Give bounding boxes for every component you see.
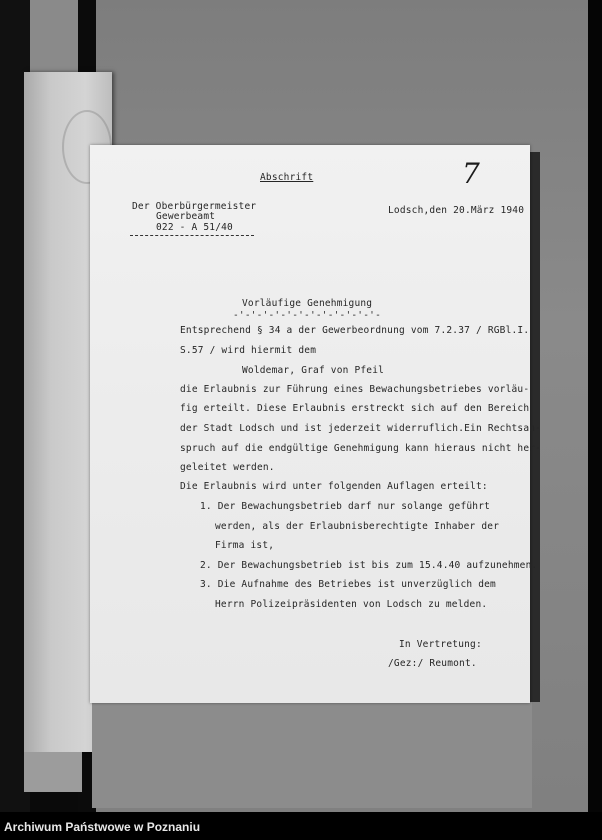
- archive-footer: [0, 812, 602, 840]
- subject-title: Vorläufige Genehmigung: [242, 298, 373, 309]
- condition-line-1: 1. Der Bewachungsbetrieb darf nur solange geführt: [200, 501, 491, 512]
- body-line-5: fig erteilt. Diese Erlaubnis erstreckt sich auf den Bereich: [180, 403, 530, 414]
- body-line-2: S.57 / wird hiermit dem: [180, 345, 317, 356]
- sender-line-2: Gewerbeamt: [156, 211, 216, 222]
- body-line-4: die Erlaubnis zur Führung eines Bewachungsbetriebes vorläu-: [180, 384, 530, 395]
- underlying-left-sheet-lower: [24, 752, 82, 792]
- archive-name: Archiwum Państwowe w Poznaniu: [4, 820, 201, 834]
- condition-line-6: Herrn Polizeipräsidenten von Lodsch zu melden.: [215, 599, 488, 610]
- grantee-name: Woldemar, Graf von Pfeil: [242, 365, 385, 376]
- reference-number: 022 - A 51/40: [156, 222, 233, 233]
- page-number-mark: 7: [462, 157, 480, 190]
- signature-line-2: /Gez:/ Reumont.: [388, 658, 477, 669]
- sender-divider: [130, 235, 254, 236]
- body-line-8: geleitet werden.: [180, 462, 275, 473]
- place-date: Lodsch,den 20.März 1940: [388, 205, 525, 216]
- body-line-7: spruch auf die endgültige Genehmigung kann hieraus nicht her-: [180, 443, 542, 454]
- document-heading: Abschrift: [260, 172, 314, 183]
- condition-line-4: 2. Der Bewachungsbetrieb ist bis zum 15.4.40 aufzunehmen.: [200, 560, 538, 571]
- document-page: [90, 145, 542, 703]
- body-line-1: Entsprechend § 34 a der Gewerbeordnung vom 7.2.37 / RGBl.I.: [180, 325, 530, 336]
- signature-line-1: In Vertretung:: [399, 639, 482, 650]
- condition-line-5: 3. Die Aufnahme des Betriebes ist unverzüglich dem: [200, 579, 496, 590]
- condition-line-2: werden, als der Erlaubnisberechtigte Inhaber der: [215, 521, 500, 532]
- body-line-6: der Stadt Lodsch und ist jederzeit widerruflich.Ein Rechtsan-: [180, 423, 542, 434]
- subject-decoration: -'-'-'-'-'-'-'-'-'-'-'-'-: [233, 310, 381, 321]
- conditions-intro: Die Erlaubnis wird unter folgenden Auflagen erteilt:: [180, 481, 488, 492]
- condition-line-3: Firma ist,: [215, 540, 275, 551]
- underlying-bottom-sheet: [92, 700, 532, 808]
- sender-line-1: Der Oberbürgermeister: [132, 201, 257, 212]
